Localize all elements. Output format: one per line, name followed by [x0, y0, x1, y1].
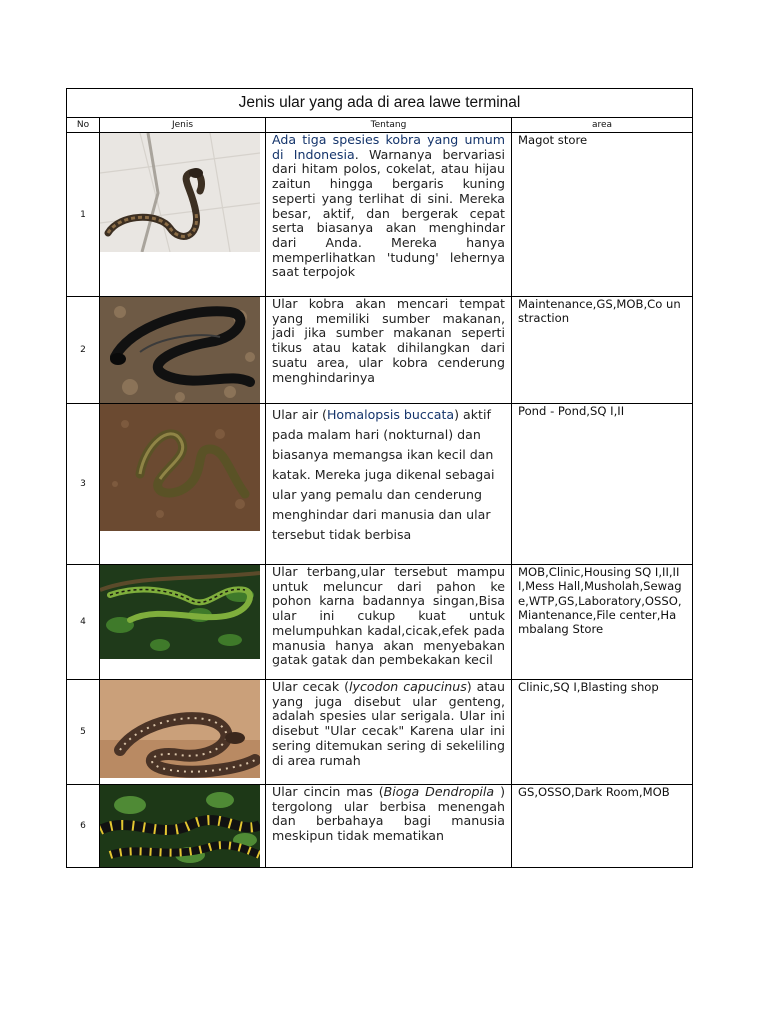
mangrove-snake-photo — [100, 785, 265, 867]
area-cell: Maintenance,GS,MOB,Co unstraction — [512, 297, 693, 404]
description-cell — [266, 680, 512, 785]
description-text: ) atau yang juga disebut ular genteng, adalah spesies ular serigala. Ular ini disebut "Ular cecak" Karena ular ini sering ditemukan sering di sekeliling di area rumah — [272, 679, 505, 768]
description-text: ) tergolong ular berbisa menengah dan berbahaya bagi manusia meskipun tidak mematikan — [272, 784, 505, 844]
table-row — [67, 133, 693, 297]
water-snake-photo — [100, 404, 265, 531]
description-text: ) aktif pada malam hari (nokturnal) dan biasanya memangsa ikan kecil dan katak. Mereka juga dikenal sebagai ular yang pemalu dan cenderung menghindar dari manusia dan ular tersebut tidak berbisa — [272, 407, 495, 542]
description-text: Ular air ( — [272, 407, 327, 422]
table-row — [67, 297, 693, 404]
area-cell: Pond - Pond,SQ I,II — [512, 404, 693, 565]
cobra-photo — [100, 133, 265, 252]
wolf-snake-photo — [100, 680, 265, 778]
document-page — [66, 88, 692, 868]
description-text: Ada tiga spesies kobra yang umum di Indonesia — [272, 132, 505, 162]
header-jenis: Jenis — [100, 118, 266, 133]
black-cobra-photo — [100, 297, 265, 403]
row-number: 5 — [67, 680, 100, 785]
header-tentang: Tentang — [266, 118, 512, 133]
snake-table — [66, 88, 693, 868]
description-text: Ular cecak ( — [272, 679, 350, 694]
table-row — [67, 404, 693, 565]
flying-snake-photo — [100, 565, 265, 659]
description-text: . Warnanya bervariasi dari hitam polos, cokelat, atau hijau zaitun hingga bergaris kuning seperti yang terlihat di sini. Mereka besar, aktif, dan bergerak cepat serta biasanya akan menghindar dari Anda. Mereka hanya memperlihatkan 'tudung' lehernya saat terpojok — [272, 146, 505, 280]
description-text: lycodon capucinus — [349, 679, 467, 694]
header-no: No — [67, 118, 100, 133]
area-cell: MOB,Clinic,Housing SQ I,II,III,Mess Hall,Musholah,Sewage,WTP,GS,Laboratory,OSSO, Miantenance,File center,Hambalang Store — [512, 565, 693, 680]
row-number: 3 — [67, 404, 100, 565]
snake-photo-cell — [100, 133, 266, 297]
table-title: Jenis ular yang ada di area lawe terminal — [67, 89, 693, 118]
table-row — [67, 565, 693, 680]
snake-photo-cell — [100, 785, 266, 868]
description-cell — [266, 404, 512, 565]
area-cell: GS,OSSO,Dark Room,MOB — [512, 785, 693, 868]
header-area: area — [512, 118, 693, 133]
area-cell: Magot store — [512, 133, 693, 297]
description-text: Ular terbang,ular tersebut mampu untuk meluncur dari pahon ke pohon karna badannya singan,Bisa ular ini cukup kuat untuk melumpuhkan kadal,cicak,efek pada manusia hanya akan menyebakan gatak gatak dan pembekakan kecil — [272, 564, 505, 668]
row-number: 4 — [67, 565, 100, 680]
row-number: 6 — [67, 785, 100, 868]
table-row — [67, 785, 693, 868]
table-row — [67, 680, 693, 785]
snake-photo-cell — [100, 297, 266, 404]
row-number: 2 — [67, 297, 100, 404]
snake-photo-cell — [100, 680, 266, 785]
description-cell — [266, 297, 512, 404]
description-cell — [266, 785, 512, 868]
description-cell — [266, 565, 512, 680]
snake-photo-cell — [100, 565, 266, 680]
description-cell — [266, 133, 512, 297]
row-number: 1 — [67, 133, 100, 297]
description-text: Bioga Dendropila — [383, 784, 495, 799]
description-text: Ular kobra akan mencari tempat yang memiliki sumber makanan, jadi jika sumber makanan seperti tikus atau katak dihilangkan dari suatu area, ular kobra cenderung menghindarinya — [272, 296, 505, 385]
area-cell: Clinic,SQ I,Blasting shop — [512, 680, 693, 785]
snake-photo-cell — [100, 404, 266, 565]
description-text: Homalopsis buccata — [326, 407, 455, 422]
description-text: Ular cincin mas ( — [272, 784, 384, 799]
